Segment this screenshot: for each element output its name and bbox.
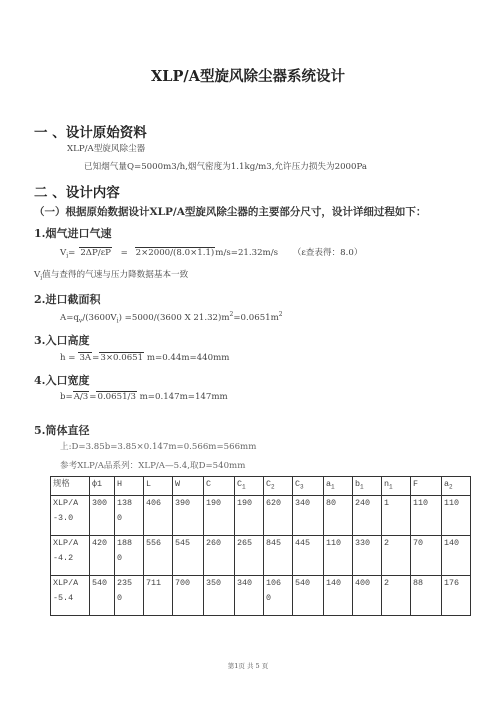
table-cell: 110 [442, 495, 471, 535]
table-cell: XLP/A -4.2 [51, 535, 90, 575]
document-title: XLP/A型旋风除尘器系统设计 [151, 68, 345, 85]
section-heading-2: 二 、设计内容 [34, 185, 120, 201]
table-row [51, 535, 471, 575]
table-cell: 110 [324, 535, 353, 575]
page-footer: 第1页 共 5 页 [227, 662, 269, 670]
table-header-cell: 规格 [51, 477, 90, 496]
table-cell: 330 [353, 535, 382, 575]
table-cell: 340 [293, 495, 324, 535]
table-cell: 235 0 [115, 575, 144, 615]
table-header-cell: $C_2$ [264, 477, 293, 496]
table-header-cell: W [173, 477, 204, 496]
table-cell: 420 [90, 535, 115, 575]
diameter-reference: 参考XLP/A品系列：XLP/A—5.4,取D=540mm [60, 461, 246, 471]
table-cell: 300 [90, 495, 115, 535]
table-cell: 260 [204, 535, 235, 575]
table-header-cell: $a_1$ [324, 477, 353, 496]
spec-table [50, 476, 471, 616]
table-cell: 80 [324, 495, 353, 535]
table-header-cell: C [204, 477, 235, 496]
table-cell: 400 [353, 575, 382, 615]
table-header-cell: $a_2$ [442, 477, 471, 496]
given-conditions: 已知烟气量Q=5000m3/h,烟气密度为1.1kg/m3,允许压力损失为2000Pa [84, 162, 367, 172]
table-cell: 176 [442, 575, 471, 615]
table-header-row [51, 477, 471, 496]
design-subheading: （一）根据原始数据设计XLP/A型旋风除尘器的主要部分尺寸，设计详细过程如下： [34, 206, 427, 218]
step-heading-velocity: 1.烟气进口气速 [34, 227, 112, 240]
table-cell: 620 [264, 495, 293, 535]
table-cell: 140 [324, 575, 353, 615]
table-cell: 390 [173, 495, 204, 535]
table-header-cell: F [411, 477, 442, 496]
table-cell: 190 [204, 495, 235, 535]
table-cell: 845 [264, 535, 293, 575]
table-cell: 110 [411, 495, 442, 535]
area-formula: $A=q_v/(3600V_i) =5000/(3600$ X $21.32)m^2=0.0651m^2$ [60, 311, 283, 325]
velocity-formula: $V_i= 2\Delta P/\varepsilon P = 2\times 2000/(8.0\times 1.1)m/s=21.32m/s$ （ε查表得：8.0） [60, 248, 363, 260]
table-header-cell: $b_1$ [353, 477, 382, 496]
table-cell: 350 [204, 575, 235, 615]
table-row [51, 575, 471, 615]
table-cell: 2 [382, 535, 411, 575]
table-cell: 711 [144, 575, 173, 615]
table-cell: 140 [442, 535, 471, 575]
table-cell: 340 [235, 575, 264, 615]
table-header-cell: $C_3$ [293, 477, 324, 496]
table-header-cell: L [144, 477, 173, 496]
step-heading-height: 3.入口高度 [34, 334, 90, 347]
table-cell: 240 [353, 495, 382, 535]
step-heading-diameter: 5.筒体直径 [34, 424, 90, 437]
table-cell: 138 0 [115, 495, 144, 535]
table-cell: 445 [293, 535, 324, 575]
step-heading-area: 2.进口截面积 [34, 293, 101, 306]
table-cell: 1 [382, 495, 411, 535]
table-row [51, 495, 471, 535]
table-cell: 188 0 [115, 535, 144, 575]
table-cell: 190 [235, 495, 264, 535]
width-formula: b=A/3=0.0651/3 m=0.147m=147mm [60, 392, 228, 402]
section-heading-1: 一 、设计原始资料 [34, 125, 147, 141]
table-cell: 2 [382, 575, 411, 615]
table-cell: 88 [411, 575, 442, 615]
table-header-cell: ф1 [90, 477, 115, 496]
table-header-cell: H [115, 477, 144, 496]
velocity-conclusion: $V_i$值与查得的气速与压力降数据基本一致 [34, 270, 189, 282]
table-header-cell: $n_1$ [382, 477, 411, 496]
table-cell: 540 [90, 575, 115, 615]
table-cell: 540 [293, 575, 324, 615]
table-cell: 106 0 [264, 575, 293, 615]
height-formula: h = 3A=3×0.0651 m=0.44m=440mm [60, 353, 230, 363]
table-cell: XLP/A -3.0 [51, 495, 90, 535]
table-cell: 556 [144, 535, 173, 575]
table-cell: 70 [411, 535, 442, 575]
step-heading-width: 4.入口宽度 [34, 374, 90, 387]
table-cell: 406 [144, 495, 173, 535]
diameter-calc: 上:D=3.85b=3.85×0.147m=0.566m=566mm [60, 442, 257, 452]
table-cell: 700 [173, 575, 204, 615]
table-cell: XLP/A -5.4 [51, 575, 90, 615]
table-header-cell: $C_1$ [235, 477, 264, 496]
table-cell: 265 [235, 535, 264, 575]
table-cell: 545 [173, 535, 204, 575]
device-name: XLP/A型旋风除尘器 [67, 144, 146, 154]
